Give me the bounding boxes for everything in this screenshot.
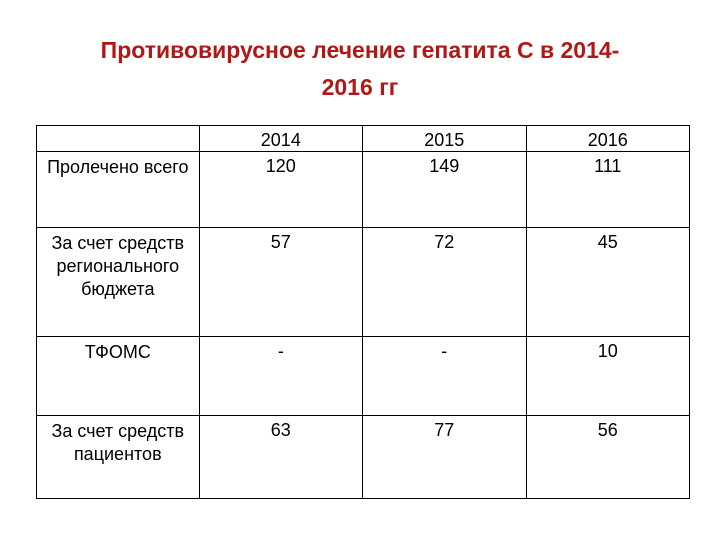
- row-label-tfoms: ТФОМС: [37, 337, 200, 416]
- corner-cell: [37, 126, 200, 152]
- slide-title-line-1: Противовирусное лечение гепатита С в 2014-: [100, 37, 620, 63]
- table-cell: 57: [199, 228, 362, 337]
- slide-title: [0, 32, 720, 106]
- table-cell: 45: [526, 228, 689, 337]
- table-row: [37, 152, 690, 228]
- table-cell: 72: [363, 228, 526, 337]
- column-header-2014: 2014: [199, 126, 362, 152]
- table-cell: 10: [526, 337, 689, 416]
- table-cell: -: [363, 337, 526, 416]
- row-label-regional-budget: За счет средств регионального бюджета: [37, 228, 200, 337]
- row-label-patient-funds: За счет средств пациентов: [37, 416, 200, 499]
- slide-title-line-2: 2016 гг: [321, 74, 399, 100]
- table-row: [37, 337, 690, 416]
- column-header-2016: 2016: [526, 126, 689, 152]
- row-label-treated-total: Пролечено всего: [37, 152, 200, 228]
- hepatitis-treatment-table: [36, 125, 690, 499]
- table-cell: 56: [526, 416, 689, 499]
- table-cell: 111: [526, 152, 689, 228]
- table-row: [37, 416, 690, 499]
- table-row: [37, 228, 690, 337]
- table-header-row: [37, 126, 690, 152]
- table-cell: 77: [363, 416, 526, 499]
- column-header-2015: 2015: [363, 126, 526, 152]
- table-cell: 120: [199, 152, 362, 228]
- table-cell: 63: [199, 416, 362, 499]
- table-cell: 149: [363, 152, 526, 228]
- table-cell: -: [199, 337, 362, 416]
